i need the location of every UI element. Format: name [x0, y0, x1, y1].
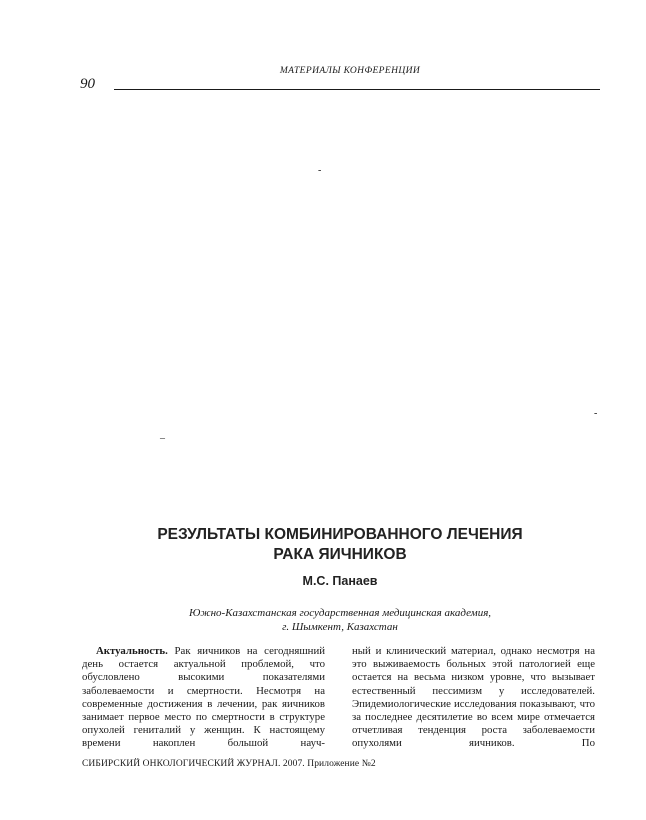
section-label: Актуальность.	[96, 645, 168, 657]
stray-dash: –	[160, 433, 165, 444]
affiliation-line: г. Шымкент, Казахстан	[282, 621, 398, 633]
article-title-line: РАКА ЯИЧНИКОВ	[273, 546, 407, 563]
article-title-line: РЕЗУЛЬТАТЫ КОМБИНИРОВАННОГО ЛЕЧЕНИЯ	[157, 526, 523, 543]
running-header: МАТЕРИАЛЫ КОНФЕРЕНЦИИ	[279, 66, 421, 76]
affiliation-line: Южно-Казахстанская государственная медицинская академия,	[188, 607, 492, 619]
body-text: ный и клинический материал, однако несмотря на это выживаемость больных этой патологией еще остается на весьма низком уровне, что вызывает естественный пессимизм у исследователей. Эпидемиологические исследования показывают, что за последнее десятилетие во всем мире отмечается отчетливая тенденция роста заболеваемости опухолями яичников. По	[352, 645, 595, 750]
article-title	[80, 525, 600, 565]
author-name: М.С. Панаев	[302, 574, 378, 588]
header-rule	[114, 89, 600, 90]
stray-dash: -	[594, 408, 598, 419]
affiliation	[80, 606, 600, 634]
body-column-left	[82, 645, 325, 751]
body-column-right	[352, 645, 595, 751]
page-number: 90	[80, 76, 95, 92]
body-text: Рак яичников на сегодняшний день остается актуальной проблемой, что обусловлено высокими показателями заболеваемости и смертности. Несмотря на современные достижения в лечении, рак яичников занимает первое место по смертности в структуре опухолей гениталий у женщин. К настоящему времени накоплен большой науч-	[82, 645, 326, 750]
stray-dash: -	[318, 165, 322, 176]
journal-footer: СИБИРСКИЙ ОНКОЛОГИЧЕСКИЙ ЖУРНАЛ. 2007. Приложение №2	[82, 759, 376, 769]
